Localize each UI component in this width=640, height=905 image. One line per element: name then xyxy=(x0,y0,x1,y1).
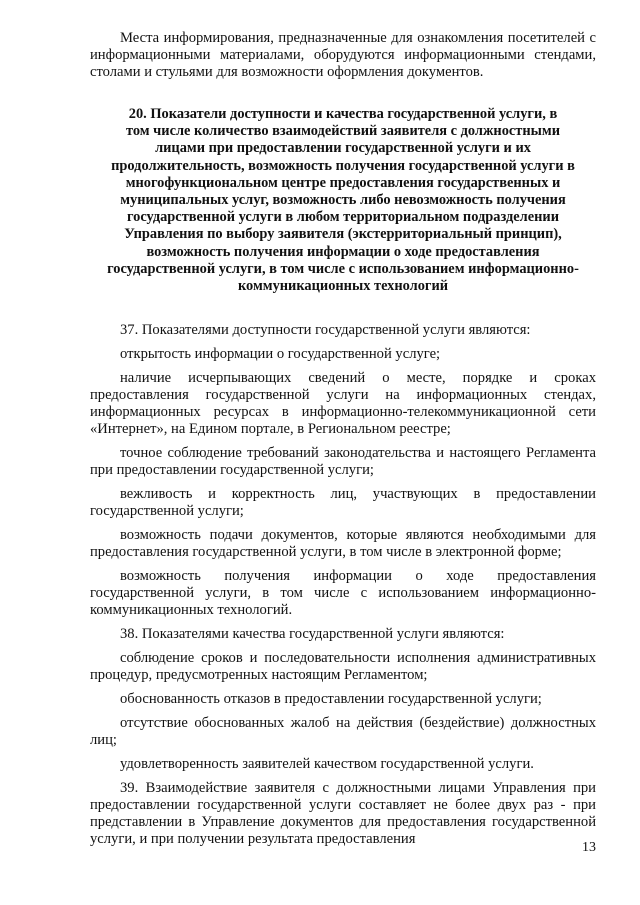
list-item: точное соблюдение требований законодательства и настоящего Регламента при предоставлении государственной услуги; xyxy=(90,445,596,479)
list-item: возможность получения информации о ходе предоставления государственной услуги, в том числе с использованием информационно-коммуникационных технологий. xyxy=(90,568,596,619)
heading-line: коммуникационных технологий xyxy=(237,278,449,295)
heading-line: том числе количество взаимодействий заявителя с должностными xyxy=(125,123,560,140)
list-item: удовлетворенность заявителей качеством государственной услуги. xyxy=(120,756,534,773)
list-item: возможность подачи документов, которые являются необходимыми для предоставления государственной услуги, в том числе в электронной форме; xyxy=(90,527,596,561)
list-item: обоснованность отказов в предоставлении государственной услуги; xyxy=(120,691,542,708)
heading-line: государственной услуги в любом территориальном подразделении xyxy=(126,209,560,226)
heading-line: продолжительность, возможность получения государственной услуги в xyxy=(111,157,575,174)
heading-line: лицами при предоставлении государственной услуги и их xyxy=(155,140,531,157)
heading-line: возможность получения информации о ходе предоставления xyxy=(146,243,540,260)
heading-line: многофункциональном центре предоставления государственных и xyxy=(125,174,561,191)
heading-line: 20. Показатели доступности и качества государственной услуги, в xyxy=(128,106,558,122)
section-heading xyxy=(90,106,596,295)
list-item: соблюдение сроков и последовательности исполнения административных процедур, предусмотренных настоящим Регламентом; xyxy=(90,650,596,684)
list-item: отсутствие обоснованных жалоб на действия (бездействие) должностных лиц; xyxy=(90,715,596,749)
list-item: вежливость и корректность лиц, участвующих в предоставлении государственной услуги; xyxy=(90,486,596,520)
list-item: наличие исчерпывающих сведений о месте, порядке и сроках предоставления государственной услуги на информационных стендах, информационных ресурсах в информационно-телекоммуникационной сети «Интернет», на Едином портале, в Региональном реестре; xyxy=(90,370,596,438)
document-page xyxy=(90,30,596,848)
heading-line: Управления по выбору заявителя (экстерриториальный принцип), xyxy=(124,226,562,243)
intro-paragraph: Места информирования, предназначенные для ознакомления посетителей с информационными материалами, оборудуются информационными стендами, столами и стульями для возможности оформления документов. xyxy=(90,30,596,80)
paragraph-37: 37. Показателями доступности государственной услуги являются: xyxy=(120,322,531,339)
paragraph-39: 39. Взаимодействие заявителя с должностными лицами Управления при предоставлении государственной услуги составляет не более двух раз - при представлении в Управление документов для предоставления государственной услуги, и при получении результата предоставления xyxy=(90,780,596,848)
paragraph-38: 38. Показателями качества государственной услуги являются: xyxy=(120,626,505,643)
heading-line: государственной услуги, в том числе с использованием информационно- xyxy=(107,260,579,277)
heading-line: муниципальных услуг, возможность либо невозможность получения xyxy=(120,192,566,209)
list-item: открытость информации о государственной услуге; xyxy=(120,346,441,363)
page-number: 13 xyxy=(582,840,596,855)
